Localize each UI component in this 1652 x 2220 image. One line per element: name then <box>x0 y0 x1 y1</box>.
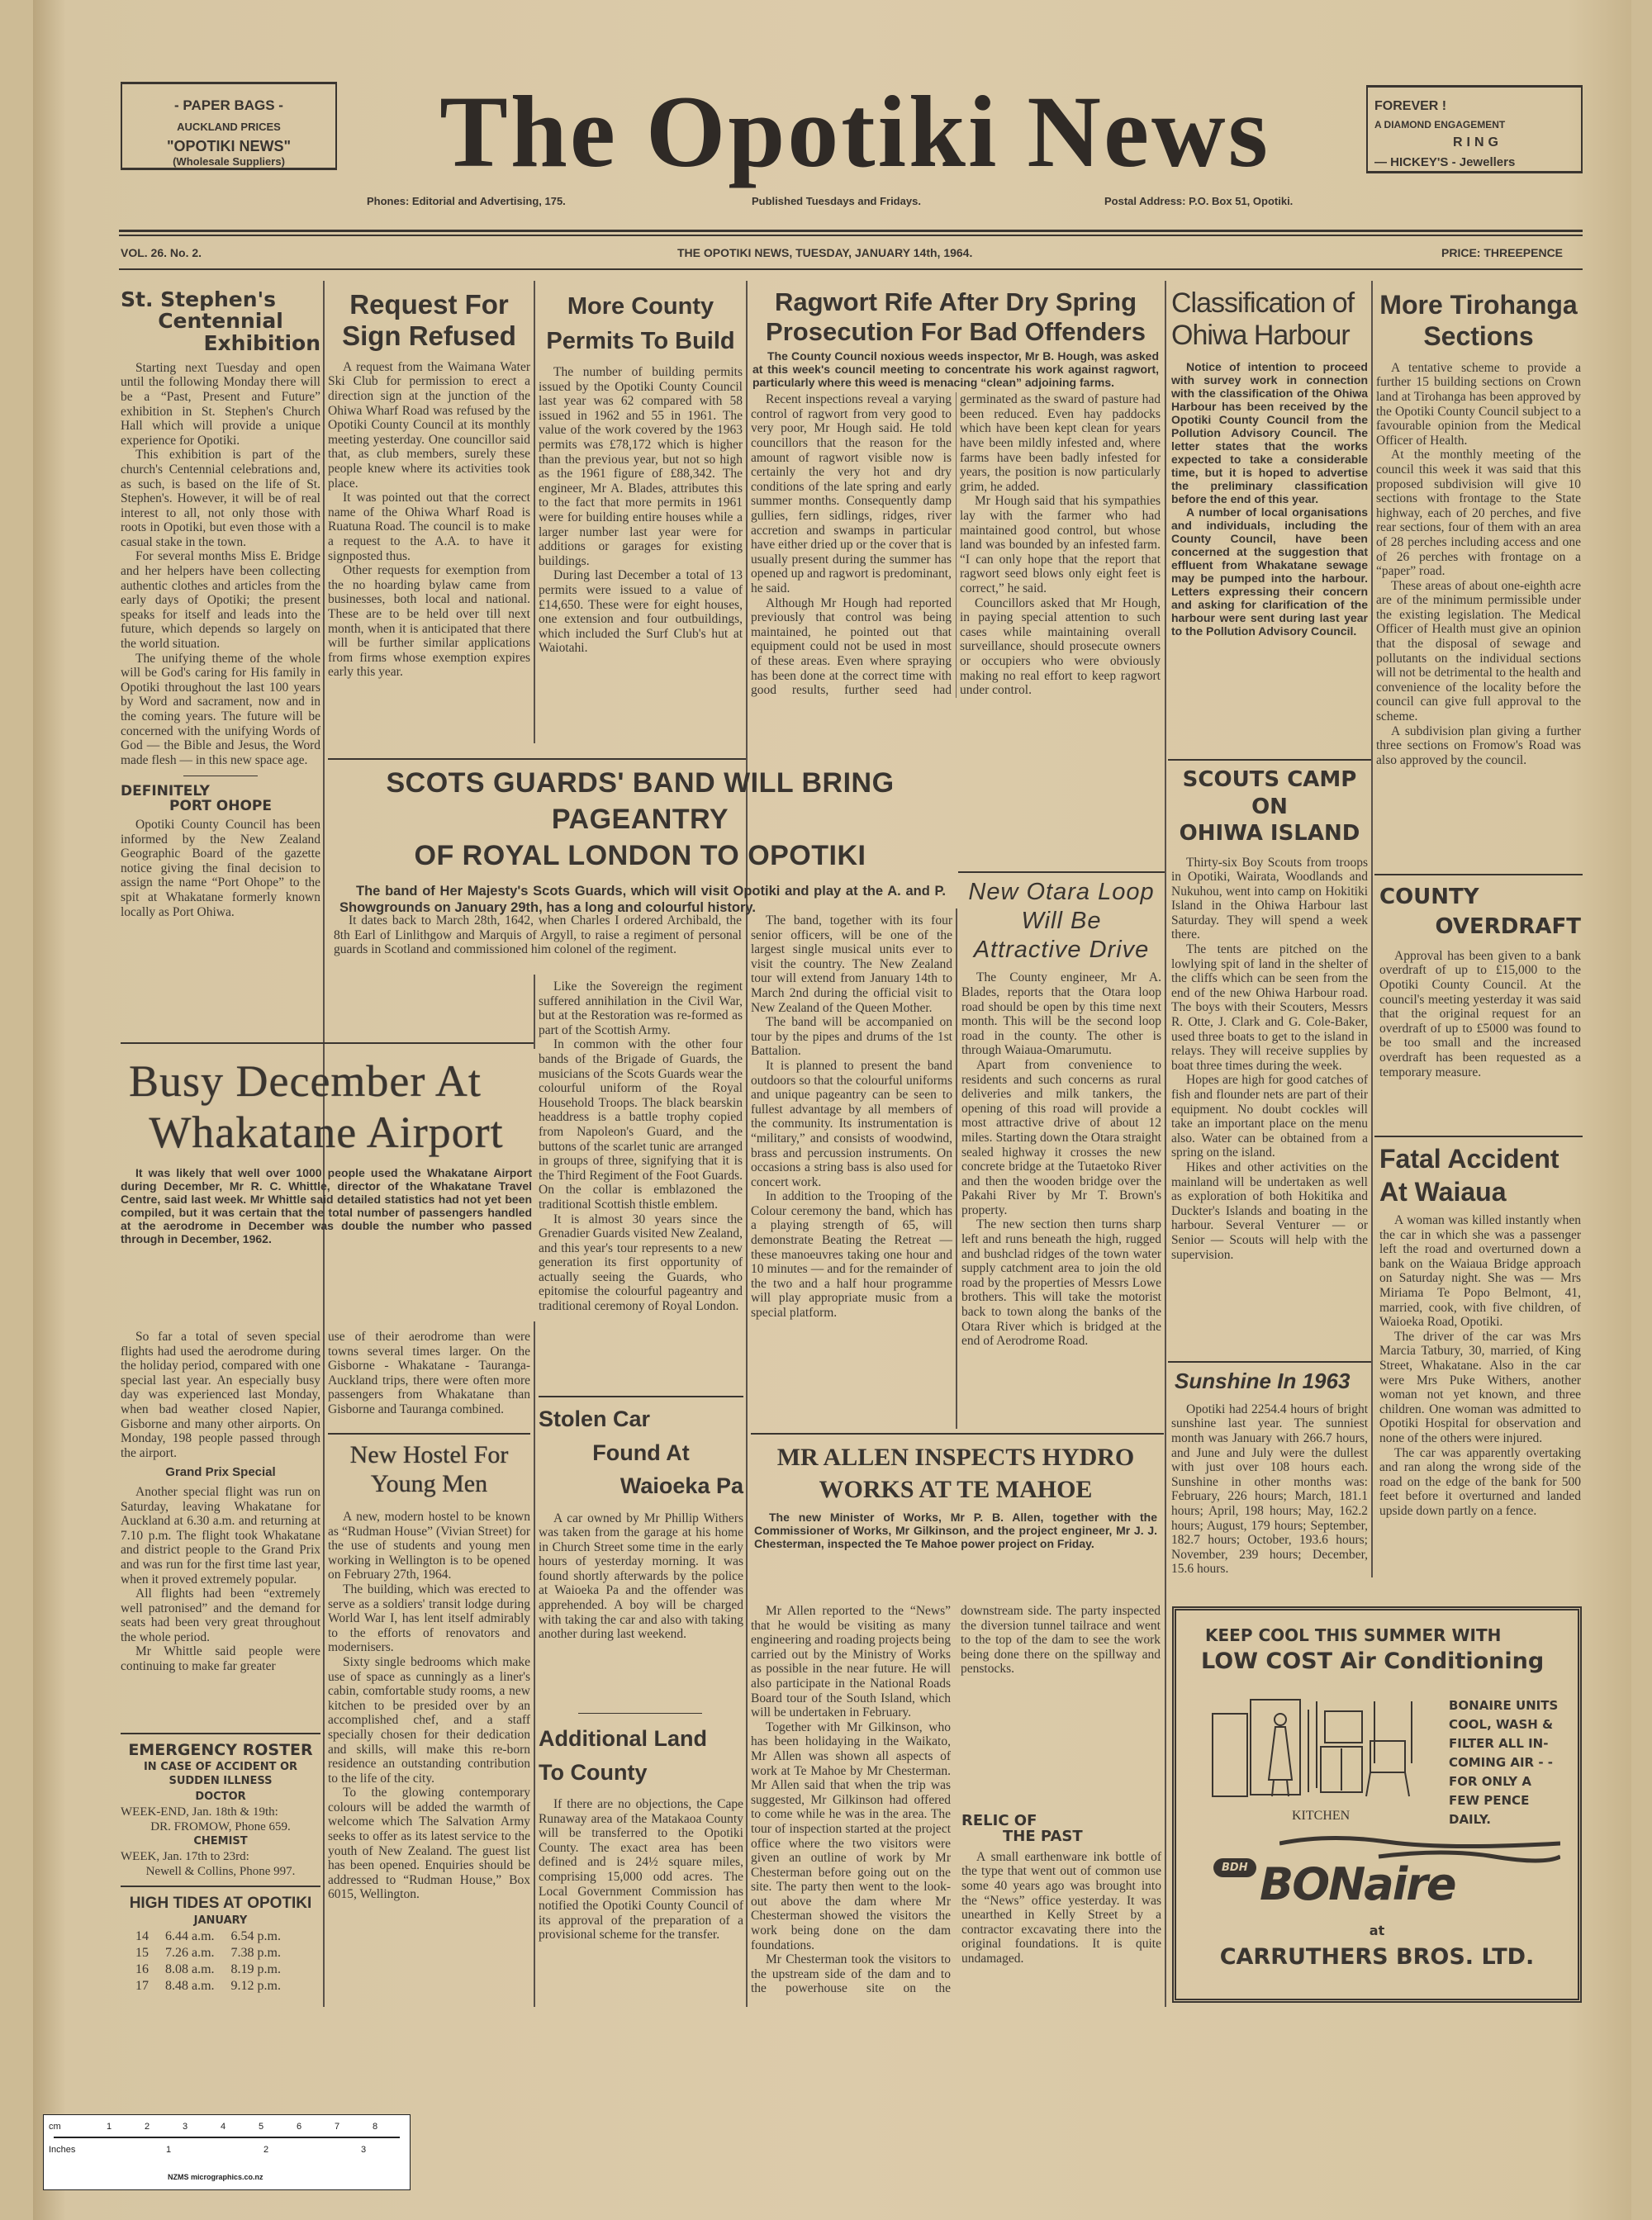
article-body <box>121 818 320 919</box>
kitchen-illustration <box>1209 1693 1424 1805</box>
paragraph: Hopes are high for good catches of fish and flounder nets are part of their equipment. No doubt cockles will take an important place on the menu also. Water can be obtained from a spring on the island. <box>1171 1073 1368 1160</box>
divider <box>121 1042 534 1044</box>
ruler-tick-label: 7 <box>335 2122 340 2132</box>
headline-line: Attractive Drive <box>973 936 1150 963</box>
headline <box>1379 1142 1581 1208</box>
headline-line: Sunshine In 1963 <box>1175 1369 1351 1393</box>
headline-line: Will Be <box>1021 907 1102 934</box>
article-body <box>539 365 743 656</box>
newspaper-title: The Opotiki News <box>439 75 1270 188</box>
paragraph: At the monthly meeting of the council this week it was said that this proposed subdivision will give 10 sections with frontage to the State highway, each of 20 perches, and five rear sections, four of them with an area of 28 perches including access and one of 26 perches with frontage on a “paper” road. <box>1376 448 1581 579</box>
article-lead <box>752 349 1159 389</box>
divider <box>1374 1136 1583 1137</box>
logo-wordmark: BONaire <box>1260 1858 1455 1910</box>
article-relic <box>961 1814 1161 1966</box>
article-body <box>539 1797 743 1942</box>
paragraph: A new, modern hostel to be known as “Rudman House” (Vivian Street) for the use of students and young men working in Wellington is to be opened on February 27th, 1964. <box>328 1510 530 1582</box>
paragraph: Opotiki had 2254.4 hours of bright sunshine last year. The sunniest month was January with 266.7 hours, and June and July were the dullest with just over 108 hours each. Sunshine in other months was: February, 226 hours; March, 181.1 hours; April, 198 hours; May, 162.2 hours; August, 179 hours; September, 182.7 hours; October, 193.6 hours; November, 239 hours; December, 15.6 hours. <box>1171 1402 1368 1577</box>
paragraph: If there are no objections, the Cape Runaway area of the Matakaoa County will be transferred to the Opotiki County. The exact area has been defined and is 24½ square miles, comprising 15,000 odd acres. The Local Government Commission has notified the Opotiki County Council of its approval of the preparation of a provisional scheme for the transfer. <box>539 1797 743 1942</box>
ruler-tick-label: 8 <box>373 2122 378 2132</box>
headline <box>1171 1368 1368 1396</box>
article-body <box>1379 1213 1581 1518</box>
paragraph: Like the Sovereign the regiment suffered annihilation in the Civil War, but at the Restoration was re-formed as part of the Scottish Army. <box>539 980 743 1037</box>
ad-at: at <box>1369 1923 1385 1938</box>
phones: Phones: Editorial and Advertising, 175. <box>367 195 566 207</box>
ruler-inches-label: Inches <box>49 2145 76 2155</box>
headline-line: PORT OHOPE <box>169 798 272 815</box>
ad-line: FOREVER ! <box>1374 99 1447 113</box>
headline-line: To County <box>539 1759 648 1785</box>
ad-side-text <box>1449 1696 1558 1829</box>
paragraph: The building, which was erected to serve as a soldiers' transit lodge during World War I, has lent itself admirably to the efforts of renovators and modernisers. <box>328 1582 530 1655</box>
headline-line: RELIC OF <box>961 1812 1037 1829</box>
headline <box>1376 289 1581 353</box>
divider <box>328 1433 530 1435</box>
article-hydro-works <box>751 1441 1161 1555</box>
column-rule <box>1371 281 1373 1577</box>
column-rule <box>746 281 748 2007</box>
divider <box>1168 759 1371 761</box>
headline-line: Exhibition <box>203 330 320 355</box>
headline <box>121 1055 532 1158</box>
headline-line: Sections <box>1423 321 1534 352</box>
divider <box>121 1886 320 1887</box>
tide-evening: 6.54 p.m. <box>230 1929 281 1943</box>
headline-line: Young Men <box>370 1469 488 1497</box>
paragraph: Although Mr Hough had reported previously that control was being maintained, he pointed out that equipment could not be used in most of these areas. Even where spraying has been done at the correct time with good results, further seed had germinated as the sward of pasture had been reduced. Even hay paddocks which have been kept clean for years have been mildly infested and, where farms have been badly infested for years, the position is now particularly grim, he added. <box>751 392 1161 698</box>
paragraph: Apart from convenience to residents and such concerns as rural deliveries and milk tankers, the opening of this road will provide a most attractive drive of about 12 miles. Starting down the Otara straight sealed highway it crosses the new concrete bridge at the Tutaetoko River and then the wooden bridge over the Pakahi River by Mr T. Brown's property. <box>961 1057 1161 1217</box>
hickeys-ad <box>1366 85 1583 173</box>
headline-line: New Otara Loop <box>968 879 1155 905</box>
article-sunshine <box>1171 1368 1368 1577</box>
volume-number: VOL. 26. No. 2. <box>121 246 202 259</box>
paragraph: Mr Chesterman took the visitors to the upstream side of the dam and to the powerhouse site on the downstream side. The party inspected the diversion tunnel tailrace and went to the top of the dam to see the work being done there on the spillway and penstocks. <box>751 1604 1161 1996</box>
paragraph: Opotiki County Council has been informed by the New Zealand Geographic Board of the gazette notice giving the final decision to assign the name “Port Ohope” to the spit at Whakatane formerly known locally as Port Ohiwa. <box>121 818 320 919</box>
column-rule <box>534 975 535 1049</box>
headline <box>121 785 320 814</box>
logo-badge: BDH <box>1213 1858 1256 1877</box>
divider <box>751 1433 1164 1435</box>
headline <box>539 1722 743 1789</box>
article-stolen-car <box>539 1402 743 1642</box>
paragraph: During last December a total of 13 permits were issued to a value of £14,650. These were for eight houses, one extension and four outbuildings, which included the Surf Club's hut at Waiotahi. <box>539 568 743 656</box>
scale-ruler <box>43 2114 411 2190</box>
headline <box>1379 882 1581 942</box>
paragraph: Councillors asked that Mr Hough, in paying special attention to such cases while maintaining overall surveillance, should prosecute owners or occupiers who were obviously making no real effort to keep ragwort under control. <box>960 595 1161 698</box>
paragraph: Together with Mr Gilkinson, who has been holidaying in the Waikato, Mr Allen was shown all aspects of work at Te Mahoe by Mr Chesterman. Mr Allen said that when the trip was suggested, Mr Gilkinson had offered to come while he was in the area. The tour of inspection started at the project office where the two visitors were given an outline of work by Mr Chesterman before going out on the site. The party then went to the look-out above the dam where Mr Chesterman showed the visitors the work being done on the dam foundations. <box>751 1720 951 1952</box>
headline-line: More County <box>567 293 714 320</box>
headline-line: Permits To Build <box>546 328 735 355</box>
tide-day: 15 <box>135 1946 149 1960</box>
kitchen-caption: KITCHEN <box>1292 1809 1351 1823</box>
tide-evening: 7.38 p.m. <box>230 1946 281 1960</box>
paragraph: So far a total of seven special flights had used the aerodrome during the holiday period, compared with one special last year. An especially busy day was experienced last Monday, when bad weather closed Napier, Gisborne and many other airports. On Monday, 198 people passed through the airport. <box>121 1330 320 1460</box>
paragraphs <box>121 1330 320 1460</box>
headline-line: OHIWA ISLAND <box>1179 821 1360 846</box>
ad-line: A DIAMOND ENGAGEMENT <box>1374 119 1506 130</box>
headline-line: Waioeka Pa <box>620 1473 743 1498</box>
doctor-label: DOCTOR <box>195 1791 246 1803</box>
ruler-tick-label: 3 <box>361 2145 367 2155</box>
paragraph: A woman was killed instantly when the car in which she was a passenger left the road and overturned down a bank on the Waiaua Bridge approach on Saturday night. She was — Mrs Miriama Te Popo Belmont, 41, married, cook, with five children, of Waioeka Road, Opotiki. <box>1379 1213 1581 1330</box>
headline-line: SCOTS GUARDS' BAND WILL BRING PAGEANTRY <box>386 767 895 836</box>
headline <box>1171 287 1368 352</box>
article-body-column-4 <box>751 913 952 1321</box>
postal-address: Postal Address: P.O. Box 51, Opotiki. <box>1104 195 1294 207</box>
article-body <box>539 1511 743 1642</box>
divider <box>578 1713 702 1714</box>
ad-line: — HICKEY'S - Jewellers <box>1374 155 1516 169</box>
article-county-overdraft <box>1379 882 1581 1079</box>
article-tirohanga <box>1376 289 1581 767</box>
column-1-bottom <box>121 1733 320 1995</box>
ad-line: - PAPER BAGS - <box>174 97 283 113</box>
dateline: THE OPOTIKI NEWS, TUESDAY, JANUARY 14th, 1964. <box>677 246 973 259</box>
article-fatal-accident <box>1379 1142 1581 1518</box>
paragraph: A car owned by Mr Phillip Withers was taken from the garage at his home in Church Street some time in the early hours of yesterday morning. It was found shortly afterwards by the police at Waioeka Pa and the offender was apprehended. A boy will be charged with taking the car and also with taking another during last weekend. <box>539 1511 743 1642</box>
headline-line: Whakatane Airport <box>149 1108 504 1158</box>
dateline-rule <box>119 268 1583 270</box>
dealer-name: CARRUTHERS BROS. LTD. <box>1219 1944 1535 1970</box>
paragraph: A tentative scheme to provide a further 15 building sections on Crown land at Tirohanga has been approved by the Opotiki County Council subject to a favourable opinion from the Medical Officer of Health. <box>1376 360 1581 448</box>
paragraph: In addition to the Trooping of the Colour ceremony the band, which has a playing strength of 65, will demonstrate Beating the Retreat — these manoeuvres taking one hour and 10 minutes — and for the remainder of the two and a half hour programme will play appropriate music from a special platform. <box>751 1189 952 1321</box>
headline-line: Fatal Accident <box>1379 1144 1559 1174</box>
article-lead <box>754 1511 1157 1550</box>
chemist-name: Newell & Collins, Phone 997. <box>145 1865 296 1878</box>
article-body <box>1171 360 1368 638</box>
column-rule <box>956 908 957 1429</box>
ad-line: AUCKLAND PRICES <box>177 121 281 133</box>
headline-line: Ohiwa Harbour <box>1171 320 1350 352</box>
article-lead <box>121 1166 532 1245</box>
headline-line: St. Stephen's <box>121 287 277 311</box>
tides-title: HIGH TIDES AT OPOTIKI <box>129 1895 312 1912</box>
ad-line: COMING AIR - - <box>1449 1755 1553 1770</box>
article-body <box>121 361 320 768</box>
tides-table <box>127 1928 289 1995</box>
paragraph: Hikes and other activities on the mainland will be undertaken as well as exploration of both Hokitika and Duckter's Islands and boating in the harbour. Several Venturer — or Senior — Scouts will help with the supervision. <box>1171 1160 1368 1262</box>
article-additional-land <box>539 1722 743 1942</box>
bonaire-logo <box>1213 1858 1455 1911</box>
tides-month: JANUARY <box>193 1914 248 1927</box>
tide-row <box>127 1961 289 1978</box>
headline-line: COUNTY <box>1379 885 1479 909</box>
article-body <box>961 1850 1161 1966</box>
headline-line: MR ALLEN INSPECTS HYDRO <box>776 1444 1135 1471</box>
ruler-tick-label: 5 <box>259 2122 264 2132</box>
headline <box>121 289 320 354</box>
divider <box>1168 1361 1371 1363</box>
paragraph: Another special flight was run on Saturday, leaving Whakatane for Auckland at 6.30 a.m. and returning at 7.10 p.m. The flight took Whakatane and district people to the Grand Prix and was run for the first time last year, when it proved extremely popular. <box>121 1484 320 1587</box>
doctor-dates: WEEK-END, Jan. 18th & 19th: <box>121 1805 278 1819</box>
article-st-stephens <box>121 289 320 767</box>
tide-evening: 8.19 p.m. <box>230 1962 281 1976</box>
paragraph: The number of building permits issued by the Opotiki County Council last year was 62 compared with 58 issued in 1962 and 55 in 1961. The value of the work covered by the 1963 permits was £78,172 which is higher than the previous year, but not so high as the 1961 figure of £88,342. The engineer, Mr A. Blades, attributes this to the fact that more permits in 1961 were for building entire houses while a larger number last year were for additions or garages for existing buildings. <box>539 365 743 568</box>
article-port-ohope <box>121 785 320 919</box>
headline-line: Centennial <box>158 309 283 334</box>
ad-line: COOL, WASH & <box>1449 1717 1554 1732</box>
ad-line: DAILY. <box>1449 1812 1491 1827</box>
roster-title: EMERGENCY ROSTER <box>128 1741 313 1759</box>
paragraph: The unifying theme of the whole will be God's caring for His family in Opotiki throughout the last 100 years by Word and sacrament, now and in the coming years. The future will be concerned with the unifying Words of God — the Bible and Jesus, the Word made flesh — in this new space age. <box>121 651 320 767</box>
headline-line: ON <box>1251 794 1288 819</box>
tide-evening: 9.12 p.m. <box>230 1979 281 1993</box>
paragraph: A subdivision plan giving a further three sections on Fromow's Road was also approved by the council. <box>1376 723 1581 767</box>
ruler-cm-label: cm <box>49 2122 61 2132</box>
article-body <box>328 1510 530 1902</box>
article-new-hostel <box>328 1441 530 1902</box>
ruler-tick-label: 1 <box>166 2145 172 2155</box>
article-body-column-3 <box>539 980 743 1314</box>
article-scots-guards <box>328 765 952 916</box>
paragraph: These areas of about one-eighth acre are of the minimum permissible under the existing legislation. The Medical Officer of Health must give an opinion that the disposal of sewage and pollutants on the individual sections will not be detrimental to the health and convenience of the locality before the council can give full approval to the scheme. <box>1376 578 1581 724</box>
headline-line: More Tirohanga <box>1379 290 1578 320</box>
tide-row <box>127 1928 289 1945</box>
paragraph: A number of local organisations and individuals, including the County Council, have been concerned at the suggestion that effluent from Whakatane sewage may be pumped into the harbour. Letters expressing their concern and asking for clarification of the harbour were sent during last year to the Pollution Advisory Council. <box>1171 505 1368 638</box>
ad-line: FEW PENCE <box>1449 1793 1530 1808</box>
ruler-tick-label: 3 <box>183 2122 188 2132</box>
headline-line: Busy December At <box>129 1056 482 1106</box>
headline-line: OVERDRAFT <box>1435 914 1581 940</box>
paragraph: Approval has been given to a bank overdraft of up to £15,000 to the Opotiki County Council. At the council's meeting yesterday it was said that the original request for an overdraft of up to £5000 was found to be too small and the increased overdraft has been requested as a temporary measure. <box>1379 948 1581 1079</box>
tide-day: 16 <box>135 1962 149 1976</box>
article-otara-loop <box>961 878 1161 1349</box>
bonaire-advertisement <box>1172 1606 1582 2003</box>
ruler-bar <box>54 2137 400 2138</box>
article-whakatane-airport <box>121 1055 532 1245</box>
headline-line: Prosecution For Bad Offenders <box>766 316 1146 346</box>
tide-morning: 6.44 a.m. <box>165 1929 215 1943</box>
article-body-wide <box>334 913 742 957</box>
paragraph: The band will be accompanied on tour by the pipes and drums of the 1st Battalion. <box>751 1015 952 1059</box>
headline-line: THE PAST <box>1003 1827 1083 1845</box>
paragraph: The car was apparently overtaking and ran along the wrong side of the road on the edge of the bank for 500 feet before it overturned and landed upside down partly on a fence. <box>1379 1445 1581 1518</box>
paragraph: It is planned to present the band outdoors so that the colourful uniforms and unique pageantry can be seen to fullest advantage by all members of the community. Its instrumentation is “military,” and consists of woodwind, brass and percussion instruments. On occasions a string bass is also used for concert work. <box>751 1058 952 1189</box>
paragraph: The tents are pitched on the lowlying spit of land in the shelter of the cliffs which can be seen from the end of the new Ohiwa Harbour road. The boys with their Scouters, Messrs R. Otte, J. Clark and G. Cole-Baker, used three boats to get to the island in relays. They will receive supplies by boat three times during the week. <box>1171 942 1368 1073</box>
article-body-continued <box>328 1330 530 1417</box>
doctor-name: DR. FROMOW, Phone 659. <box>150 1820 291 1833</box>
column-rule <box>534 1321 535 2007</box>
headline <box>328 765 952 875</box>
headline <box>1171 766 1368 847</box>
article-scouts-camp <box>1171 766 1368 1262</box>
ruler-tick-label: 1 <box>107 2122 112 2132</box>
paragraph: Thirty-six Boy Scouts from troops in Opotiki, Wairata, Woodlands and Nukuhou, went into camp on Hokitiki Island in the Ohiwa Harbour last Saturday. They will spend a week there. <box>1171 855 1368 942</box>
ad-line: RING <box>1453 135 1502 149</box>
headline-line: DEFINITELY <box>121 783 210 800</box>
headline-line: At Waiaua <box>1379 1177 1507 1207</box>
chemist-dates: WEEK, Jan. 17th to 23rd: <box>121 1850 249 1863</box>
headline-line: Found At <box>592 1440 690 1465</box>
paragraph: It was pointed out that the correct name of the Ohiwa Wharf Road is Ruatuna Road. The council is to make a request to the A.A. to have it signposted thus. <box>328 491 530 563</box>
headline <box>961 1814 1161 1845</box>
divider <box>328 758 746 760</box>
headline-line: Ragwort Rife After Dry Spring <box>774 287 1137 316</box>
subheading: Grand Prix Special <box>165 1465 276 1480</box>
paragraph: use of their aerodrome than were towns several times larger. On the Gisborne - Whakatane - Tauranga-Auckland trips, there were often more passengers from Whakatane than Gisborne and Tauranga combined. <box>328 1330 530 1416</box>
paragraph: Notice of intention to proceed with survey work in connection with the classification of the Ohiwa Harbour has been received by the Opotiki County Council from the Pollution Advisory Council. The letter states that the works expected to take a considerable time, but it is hoped to advertise the preliminary classification before the end of this year. <box>1171 360 1368 506</box>
paragraph: It dates back to March 28th, 1642, when Charles I ordered Archibald, the 8th Earl of Linlithgow and Marquis of Argyll, to raise a regiment of personal guards in Scotland and commissioned him colonel of the regiment. <box>334 913 742 957</box>
paragraph: A request from the Waimana Water Ski Club for permission to erect a direction sign at the junction of the Ohiwa Wharf Road was refused by the Opotiki County Council at its monthly meeting yesterday. One councillor said that, as club members, surely these people knew where its activities took place. <box>328 359 530 491</box>
headline <box>328 289 530 352</box>
lead-paragraph: The County Council noxious weeds inspector, Mr B. Hough, was asked at this week's council meeting to concentrate his work against ragwort, particularly where this weed is menacing “clean” adjoining farms. <box>752 349 1159 390</box>
masthead-rule <box>119 230 1583 232</box>
ad-tagline: KEEP COOL THIS SUMMER WITH <box>1205 1625 1502 1645</box>
headline-line: Stolen Car <box>539 1406 651 1431</box>
ad-line: (Wholesale Suppliers) <box>173 155 285 168</box>
article-ragwort <box>751 287 1161 698</box>
paragraph: The County engineer, Mr A. Blades, reports that the Otara loop road should be open by this time next month. This will be the second loop road in the county. The other is through Waiaua-Omarumutu. <box>961 970 1161 1058</box>
article-ohiwa-harbour <box>1171 287 1368 638</box>
tide-day: 17 <box>135 1979 149 1993</box>
paragraph: For several months Miss E. Bridge and her helpers have been collecting authentic clothes and articles from the early days of Opotiki; the present speaks for itself and leads into the future, which depends so largely on the world situation. <box>121 549 320 652</box>
headline <box>961 878 1161 964</box>
tide-morning: 8.48 a.m. <box>165 1979 215 1993</box>
ad-line: FOR ONLY A <box>1449 1774 1531 1789</box>
column-rule <box>534 281 535 743</box>
paragraph: This exhibition is part of the church's Centennial celebrations and, as such, is based on the life of St. Stephen's. However, it will be of real interest to all, not only those with roots in Opotiki, but even those with a casual stake in the town. <box>121 448 320 549</box>
ad-headline: LOW COST Air Conditioning <box>1201 1648 1545 1674</box>
lead-paragraph: The new Minister of Works, Mr P. B. Allen, together with the Commissioner of Works, Mr Gilkinson, and the project engineer, Mr J. J. Chesterman, inspected the Te Mahoe power project on Friday. <box>754 1511 1157 1550</box>
paragraph: Sixty single bedrooms which make use of space as cunningly as a liner's cabin, comfortable study rooms, a new kitchen to be presided over by an accomplished chef, and a staff specially chosen for their dedication and skills, will make this re-born residence an outstanding contribution to the life of the city. <box>328 1654 530 1786</box>
headline-line: New Hostel For <box>349 1441 509 1468</box>
paragraph: A small earthenware ink bottle of the type that went out of common use some 40 years ago was brought into the “News” office yesterday. It was unearthed in Kelly Street by a contractor excavating there into the original foundations. It is quite undamaged. <box>961 1849 1161 1966</box>
column-1-top <box>121 289 320 919</box>
headline <box>539 1402 743 1503</box>
high-tides <box>121 1894 320 1995</box>
paragraph: Other requests for exemption from the no hoarding bylaw came from businesses, both local and national. These are to be held over till next month, when it is anticipated that there will be further similar applications from firms whose exemption expires early this year. <box>328 563 530 680</box>
divider <box>539 1396 743 1397</box>
article-body <box>751 392 1161 697</box>
lead-paragraph: It was likely that well over 1000 people used the Whakatane Airport during December, Mr R. C. Whittle, director of the Whakatane Travel Centre, said last week. Mr Whittle said detailed statistics had not yet been compiled, but it was certain that the total number of passengers handled at the aerodrome in December was double the number who passed through in December, 1962. <box>121 1166 532 1246</box>
ad-line: "OPOTIKI NEWS" <box>166 138 292 154</box>
tide-row <box>127 1978 289 1995</box>
paragraph: Mr Allen reported to the “News” that he would be visiting as many engineering and roading projects being carried out by the Ministry of Works as possible in the near future. He will also participate in the National Roads Board tour of the South Island, which will be undertaken in February. <box>751 1604 951 1720</box>
ruler-tick-label: 2 <box>263 2145 269 2155</box>
paragraph: It is almost 30 years since the Grenadier Guards visited New Zealand, and this year's tour represents to a new generation its first opportunity of actually seeing the Guards, who epitomise the colourful pageantry and traditional ceremony of Royal London. <box>539 1212 743 1314</box>
divider <box>121 1733 320 1734</box>
price: PRICE: THREEPENCE <box>1441 246 1564 259</box>
article-body <box>328 360 530 680</box>
masthead-rule <box>119 235 1583 236</box>
headline-line: Request For <box>349 289 509 320</box>
lead-paragraph: The band of Her Majesty's Scots Guards, which will visit Opotiki and play at the A. and P. Showgrounds on January 29th, has a long and colourful history. <box>339 883 946 915</box>
emergency-roster <box>121 1741 320 1879</box>
article-body <box>961 970 1161 1348</box>
paragraph: Starting next Tuesday and open until the following Monday there will be a “Past, Present and Future” exhibition in St. Stephen's Church Hall which will provide a unique experience for Opotiki. <box>121 360 320 448</box>
tide-day: 14 <box>135 1929 149 1943</box>
headline <box>539 289 743 358</box>
headline-line: Classification of <box>1171 287 1355 319</box>
ruler-tick-label: 4 <box>221 2122 226 2132</box>
headline-line: Sign Refused <box>342 320 516 351</box>
divider <box>1374 874 1583 875</box>
paper-bags-ad <box>121 82 337 170</box>
paragraph: Mr Hough said that his sympathies lay with the farmer who had maintained good control, but whose land was bounded by an infested farm. “I can only hope that the report that ragwort seed blows only eight feet is correct,” he said. <box>960 494 1161 595</box>
microfilm-credit: NZMS micrographics.co.nz <box>168 2173 263 2181</box>
paragraph: The driver of the car was Mrs Marcia Tatbury, 30, married, of King Street, Whakatane. Also in the car were Mrs Puke Withers, another woman not yet known, and three children. One woman was admitted to Opotiki Hospital for observation and none of the others were injured. <box>1379 1329 1581 1445</box>
paragraph: To the glowing contemporary colours will be added the warmth of welcome which The Salvation Army seeks to offer as its latest service to the youth of New Zealand. The guest list has been opened. Enquiries should be addressed to “Rudman House,” Box 6015, Wellington. <box>328 1786 530 1902</box>
paragraph: Recent inspections reveal a varying control of ragwort from very good to very poor, Mr Hough said. He told councillors that the reason for the amount of ragwort visible now is certainly the very hot and dry conditions of the late spring and early summer months. Consequently damp gullies, fern sidlings, ridges, river accretion and swamps in particular have either dried up or the cover that is usually present during the summer has opened up and ragwort is predominant, he said. <box>751 392 952 595</box>
ruler-tick-label: 6 <box>297 2122 302 2132</box>
ad-line: BONAIRE UNITS <box>1449 1698 1559 1713</box>
article-body <box>121 1330 320 1674</box>
column-rule <box>1165 281 1166 2007</box>
headline-line: Additional Land <box>539 1726 707 1751</box>
article-sign-refused <box>328 289 530 680</box>
article-body <box>1171 1402 1368 1577</box>
divider <box>958 871 1165 873</box>
headline-line: OF ROYAL LONDON TO OPOTIKI <box>414 840 866 872</box>
headline-line: WORKS AT TE MAHOE <box>819 1476 1093 1503</box>
paragraphs <box>121 1485 320 1674</box>
article-lead <box>339 883 946 916</box>
chemist-label: CHEMIST <box>193 1835 248 1848</box>
headline <box>751 287 1161 346</box>
paragraph: The new section then turns sharp left and runs beneath the high, rugged and bushclad ridges of the town water supply catchment area to join the old road by the properties of Messrs Lowe brothers. This will take the motorist back to town along the banks of the Otara River which is bridged at the end of Aerodrome Road. <box>961 1217 1161 1349</box>
ruler-tick-label: 2 <box>145 2122 150 2132</box>
tide-row <box>127 1945 289 1961</box>
headline <box>328 1441 530 1498</box>
article-building-permits <box>539 289 743 656</box>
tide-morning: 7.26 a.m. <box>165 1946 215 1960</box>
paragraph: The band, together with its four senior officers, will be one of the largest single musical units ever to visit the country. The New Zealand tour will extend from January 14th to March 2nd during the official visit to New Zealand of the Queen Mother. <box>751 913 952 1015</box>
headline-line: SCOUTS CAMP <box>1182 767 1357 792</box>
paragraph: All flights had been “extremely well patronised” and the demand for seats had been very great throughout the whole period. <box>121 1587 320 1644</box>
article-body <box>1376 361 1581 768</box>
paragraph: Mr Whittle said people were continuing to make far greater <box>121 1644 320 1674</box>
article-body <box>1171 856 1368 1263</box>
roster-subtitle: IN CASE OF ACCIDENT OR SUDDEN ILLNESS <box>143 1761 298 1787</box>
tide-morning: 8.08 a.m. <box>165 1962 215 1976</box>
published: Published Tuesdays and Fridays. <box>752 195 921 207</box>
headline <box>751 1441 1161 1506</box>
paragraph: In common with the other four bands of the Brigade of Guards, the musicians of the Scots Guards wear the colourful uniform of the Royal Household Troops. The black bearskin headdress is a battle trophy copied from Napoleon's Guard, and the buttons of the scarlet tunic are arranged in groups of three, signifying that it is the Third Regiment of the Foot Guards. On the collar is emblazoned the traditional Scottish thistle emblem. <box>539 1037 743 1212</box>
ad-line: FILTER ALL IN- <box>1449 1736 1549 1751</box>
article-body <box>1379 949 1581 1079</box>
